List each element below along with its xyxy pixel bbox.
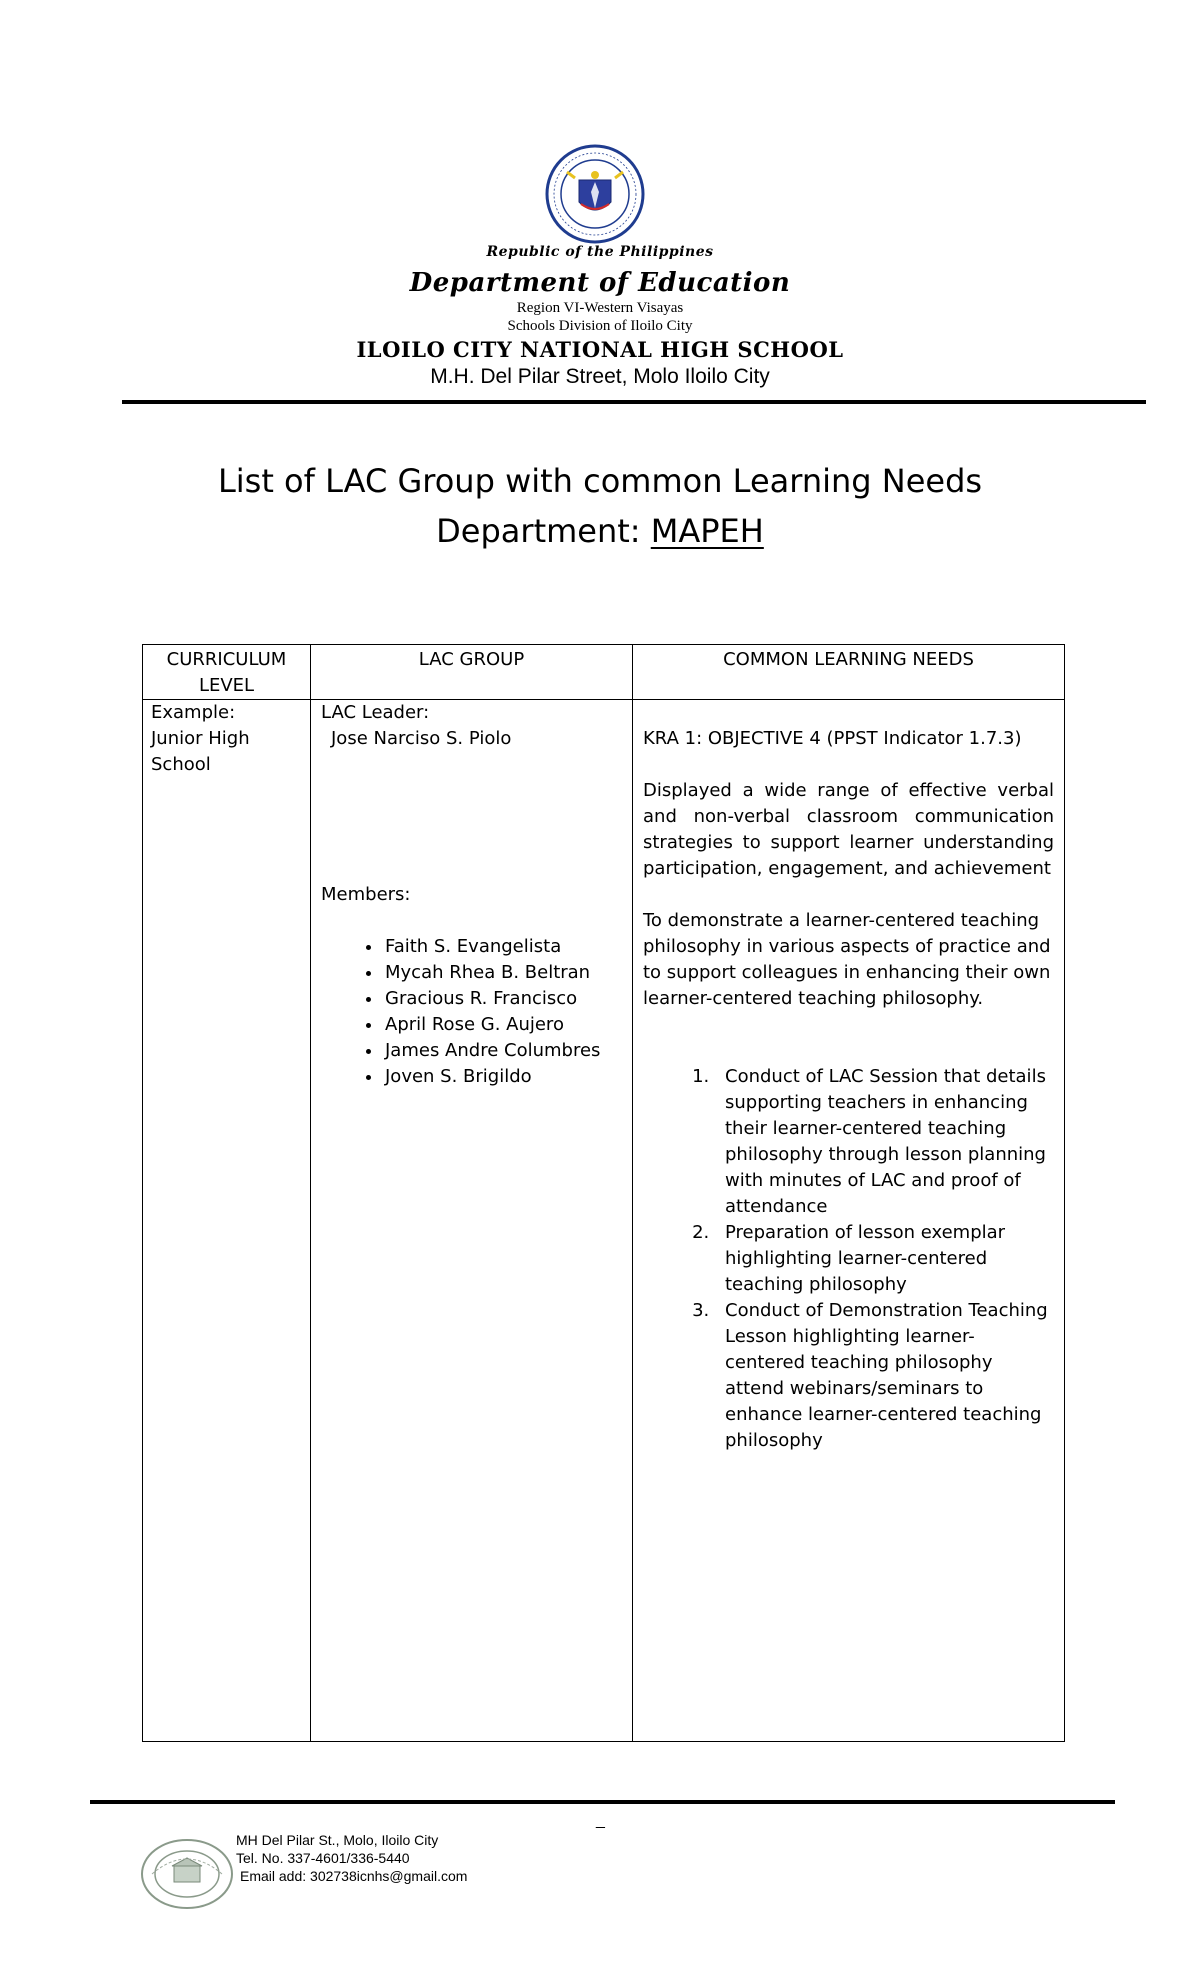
curriculum-line: Example: [151,702,236,723]
footer-telephone: Tel. No. 337-4601/336-5440 [236,1850,410,1866]
member-item: • Mycah Rhea B. Beltran [383,960,622,986]
school-seal-logo [140,1838,234,1910]
department-value: MAPEH [650,512,764,550]
curriculum-line: Junior High [151,728,250,749]
header-common-learning-needs: COMMON LEARNING NEEDS [633,645,1065,700]
members-list [321,934,622,1090]
activity-item: 3. Conduct of Demonstration Teaching Lesson highlighting learner-centered teaching philosophy attend webinars/seminars to enhance learner-centered teaching philosophy [715,1298,1054,1454]
activities-list [643,1064,1054,1454]
members-label: Members: [321,884,411,905]
table-row [143,700,1065,1742]
member-item: • Gracious R. Francisco [383,986,622,1012]
deped-seal-logo [545,144,645,244]
kra-objective: KRA 1: OBJECTIVE 4 (PPST Indicator 1.7.3) [643,728,1022,749]
activity-item: 2. Preparation of lesson exemplar highlighting learner-centered teaching philosophy [715,1220,1054,1298]
header-lac-group: LAC GROUP [311,645,633,700]
department-label: Department: [436,512,641,550]
activity-item: 1. Conduct of LAC Session that details supporting teachers in enhancing their learner-centered teaching philosophy through lesson planning with minutes of LAC and proof of attendance [715,1064,1054,1220]
curriculum-line: School [151,754,211,775]
footer-address: MH Del Pilar St., Molo, Iloilo City [236,1832,439,1848]
leader-label: LAC Leader: [321,702,430,723]
table-header-row [143,645,1065,700]
header-curriculum-level: CURRICULUM LEVEL [143,645,311,700]
leader-name: Jose Narciso S. Piolo [331,728,512,749]
lac-group-cell [311,700,633,1742]
footer-email: Email add: 302738icnhs@gmail.com [240,1868,468,1884]
document-title: List of LAC Group with common Learning Needs [217,462,983,500]
curriculum-level-cell [143,700,311,1742]
page-mark: _ [596,1812,605,1829]
member-item: • Faith S. Evangelista [383,934,622,960]
department-name: Department of Education [409,268,791,298]
division-label: Schools Division of Iloilo City [507,318,693,334]
region-label: Region VI-Western Visayas [516,300,684,316]
republic-label: Republic of the Philippines [486,244,714,260]
school-address: M.H. Del Pilar Street, Molo Iloilo City [430,365,770,388]
learning-needs-cell [633,700,1065,1742]
lac-group-table [142,644,1065,1742]
indicator-description: Displayed a wide range of effective verbal and non-verbal classroom communication strategies to support learner understanding participation, engagement, and achievement [643,780,1054,879]
objective-statement: To demonstrate a learner-centered teaching philosophy in various aspects of practice and to support colleagues in enhancing their own learner-centered teaching philosophy. [643,910,1051,1009]
member-item: • Joven S. Brigildo [383,1064,622,1090]
member-item: • April Rose G. Aujero [383,1012,622,1038]
footer-divider [90,1800,1115,1804]
header-divider [122,400,1146,404]
department-line [0,512,1200,550]
member-item: • James Andre Columbres [383,1038,622,1064]
school-name: ILOILO CITY NATIONAL HIGH SCHOOL [356,337,844,362]
